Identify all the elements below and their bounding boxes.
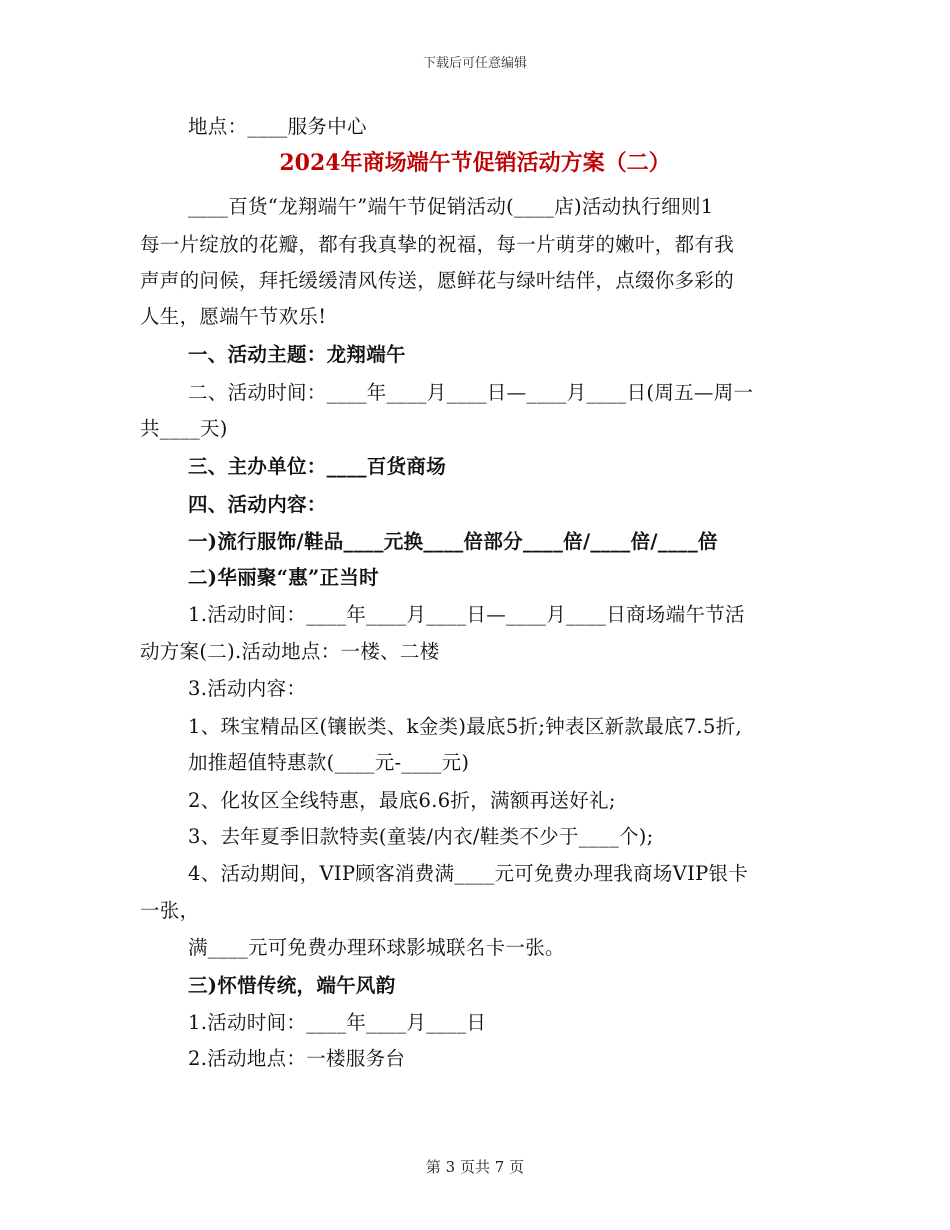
- body-line: 1、珠宝精品区(镶嵌类、k金类)最底5折;钟表区新款最底7.5折,: [188, 715, 743, 738]
- body-line: 3、去年夏季旧款特卖(童装/内衣/鞋类不少于____个);: [188, 825, 654, 848]
- body-line: 满____元可免费办理环球影城联名卡一张。: [188, 936, 565, 959]
- subsection-heading: 三)怀惜传统，端午风韵: [188, 974, 396, 997]
- body-line: 4、活动期间，VIP顾客消费满____元可免费办理我商场VIP银卡: [188, 862, 749, 885]
- body-line: 人生，愿端午节欢乐!: [140, 305, 327, 328]
- body-line: 3.活动内容：: [188, 677, 307, 700]
- body-line: 1.活动时间：____年____月____日—____月____日商场端午节活: [188, 603, 745, 626]
- body-line: 声声的问候，拜托缓缓清风传送，愿鲜花与绿叶结伴，点缀你多彩的: [140, 269, 735, 292]
- body-line: 动方案(二).活动地点：一楼、二楼: [140, 640, 440, 663]
- body-line: 二、活动时间：____年____月____日—____月____日(周五—周一: [188, 381, 754, 404]
- location-line: 地点：____服务中心: [188, 115, 367, 138]
- document-title: 2024年商场端午节促销活动方案（二）: [279, 150, 671, 176]
- body-line: 一张，: [140, 899, 200, 922]
- section-heading: 一、活动主题：龙翔端午: [188, 343, 406, 366]
- body-line: ____百货“龙翔端午”端午节促销活动(____店)活动执行细则1: [188, 195, 714, 218]
- page-number: 第 3 页共 7 页: [425, 1158, 525, 1176]
- subsection-heading: 二)华丽聚“惠”正当时: [188, 566, 379, 589]
- body-line: 1.活动时间：____年____月____日: [188, 1011, 487, 1034]
- body-line: 每一片绽放的花瓣，都有我真挚的祝福，每一片萌芽的嫩叶，都有我: [140, 233, 735, 256]
- body-line: 2、化妆区全线特惠，最底6.6折，满额再送好礼;: [188, 789, 616, 812]
- body-line: 加推超值特惠款(____元-____元): [188, 751, 470, 774]
- header-note: 下载后可任意编辑: [422, 56, 527, 71]
- body-line: 2.活动地点：一楼服务台: [188, 1047, 406, 1070]
- subsection-heading: 一)流行服饰/鞋品____元换____倍部分____倍/____倍/____倍: [188, 530, 718, 553]
- body-line: 共____天): [140, 417, 228, 440]
- section-heading: 三、主办单位：____百货商场: [188, 455, 446, 478]
- section-heading: 四、活动内容：: [188, 493, 327, 516]
